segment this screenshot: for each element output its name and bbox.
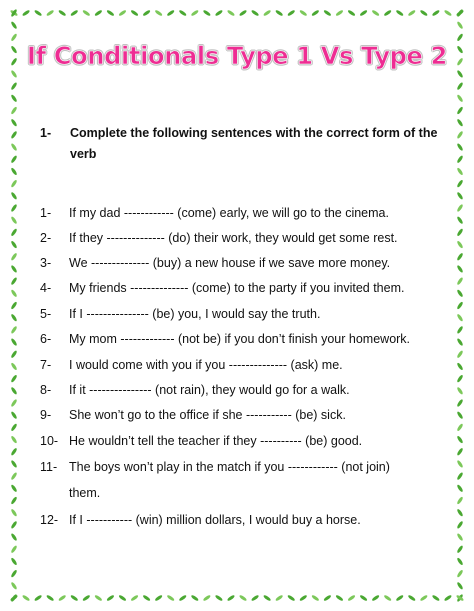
- item-sentence: My friends -------------- (come) to the party if you invited them.: [69, 281, 405, 295]
- exercise-item: [40, 357, 445, 373]
- item-sentence-continuation: them.: [69, 486, 101, 500]
- item-sentence: If my dad ------------ (come) early, we will go to the cinema.: [69, 206, 389, 220]
- exercise-item: [40, 459, 445, 501]
- item-sentence: If they -------------- (do) their work, they would get some rest.: [69, 231, 398, 245]
- instruction: [40, 123, 440, 165]
- exercise-item: [40, 433, 445, 449]
- exercise-item: [40, 230, 445, 246]
- item-sentence: We -------------- (buy) a new house if we save more money.: [69, 256, 391, 270]
- exercise-item: [40, 280, 445, 296]
- item-number: 3-: [40, 256, 52, 270]
- item-sentence: He wouldn’t tell the teacher if they ---------- (be) good.: [69, 434, 363, 448]
- exercise-item: [40, 512, 445, 528]
- item-number: 4-: [40, 281, 52, 295]
- item-number: 5-: [40, 307, 52, 321]
- item-sentence: If I ----------- (win) million dollars, I would buy a horse.: [69, 513, 361, 527]
- item-sentence: I would come with you if you -------------- (ask) me.: [69, 358, 343, 372]
- item-number: 9-: [40, 408, 52, 422]
- item-number: 11-: [40, 460, 58, 474]
- worksheet-title: If Conditionals Type 1 Vs Type 2: [27, 42, 447, 70]
- item-sentence: She won’t go to the office if she ----------- (be) sick.: [69, 408, 346, 422]
- item-sentence: The boys won’t play in the match if you ------------ (not join): [69, 460, 390, 474]
- item-number: 6-: [40, 332, 52, 346]
- exercise-item: [40, 205, 445, 221]
- item-number: 2-: [40, 231, 52, 245]
- exercise-item: [40, 407, 445, 423]
- exercise-item: [40, 382, 445, 398]
- exercise-item: [40, 255, 445, 271]
- item-number: 10-: [40, 434, 59, 448]
- item-number: 8-: [40, 383, 52, 397]
- item-sentence: If it --------------- (not rain), they would go for a walk.: [69, 383, 350, 397]
- exercise-item: [40, 331, 445, 347]
- item-sentence: If I --------------- (be) you, I would say the truth.: [69, 307, 321, 321]
- item-sentence: My mom ------------- (not be) if you don’t finish your homework.: [69, 332, 411, 346]
- item-number: 1-: [40, 206, 52, 220]
- instruction-text: Complete the following sentences with the correct form of the verb: [70, 126, 438, 161]
- exercise-item: [40, 306, 445, 322]
- instruction-number: 1-: [40, 126, 52, 140]
- item-number: 7-: [40, 358, 52, 372]
- item-number: 12-: [40, 513, 59, 527]
